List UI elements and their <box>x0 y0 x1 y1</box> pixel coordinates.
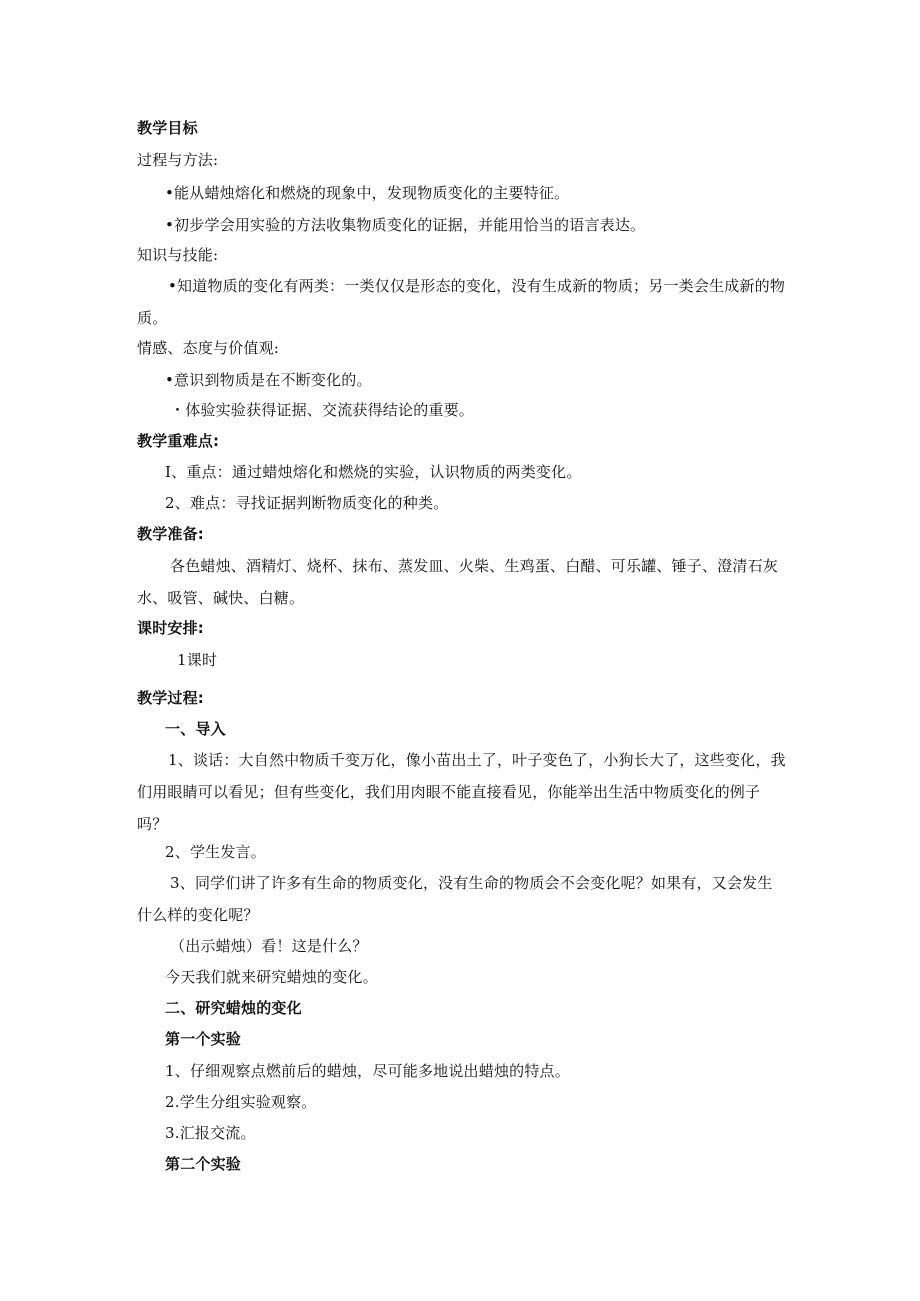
experiment-1-step-3: 3.汇报交流。 <box>165 1124 256 1142</box>
preparation-heading: 教学准备: <box>137 525 204 543</box>
experiment-2-title: 第二个实验 <box>165 1155 242 1173</box>
section-1-item-1: 1、谈话：大自然中物质千变万化，像小苗出土了，叶子变色了，小狗长大了，这些变化，我们用眼睛可以看见；但有些变化，我们用肉眼不能直接看见，你能举出生活中物质变化的例子吗？ <box>137 751 786 833</box>
preparation-text: 各色蜡烛、酒精灯、烧杯、抹布、蒸发皿、火柴、生鸡蛋、白醋、可乐罐、锤子、澄清石灰水、吸管、碱快、白糖。 <box>137 557 779 607</box>
schedule-text: 1课时 <box>177 651 218 669</box>
section-2-title: 二、研究蜡烛的变化 <box>165 999 302 1017</box>
today-text: 今天我们就来研究蜡烛的变化。 <box>165 968 378 986</box>
experiment-1-title: 第一个实验 <box>165 1030 242 1048</box>
process-item-1: •能从蜡烛熔化和燃烧的现象中，发现物质变化的主要特征。 <box>165 184 570 202</box>
key-point-1: I、重点：通过蜡烛熔化和燃烧的实验，认识物质的两类变化。 <box>165 463 582 481</box>
attitude-item-1: •意识到物质是在不断变化的。 <box>165 371 372 389</box>
objectives-heading: 教学目标 <box>137 119 198 137</box>
section-1-title: 一、导入 <box>165 720 226 738</box>
experiment-1-step-2: 2.学生分组实验观察。 <box>165 1093 317 1111</box>
section-1-item-2: 2、学生发言。 <box>165 843 266 861</box>
key-points-heading: 教学重难点: <box>137 432 220 450</box>
process-item-2: •初步学会用实验的方法收集物质变化的证据，并能用恰当的语言表达。 <box>165 216 646 234</box>
process-heading: 教学过程: <box>137 689 204 707</box>
knowledge-item: •知道物质的变化有两类：一类仅仅是形态的变化，没有生成新的物质；另一类会生成新的物质。 <box>137 277 786 327</box>
experiment-1-step-1: 1、仔细观察点燃前后的蜡烛，尽可能多地说出蜡烛的特点。 <box>165 1062 570 1080</box>
schedule-heading: 课时安排: <box>137 619 204 637</box>
attitude-item-2: ・体验实验获得证据、交流获得结论的重要。 <box>170 401 475 419</box>
process-method-label: 过程与方法: <box>137 151 219 169</box>
key-point-2: 2、难点：寻找证据判断物质变化的种类。 <box>165 494 449 512</box>
knowledge-label: 知识与技能: <box>137 246 219 264</box>
attitude-label: 情感、态度与价值观: <box>137 339 280 357</box>
show-candle-text: （出示蜡烛）看！这是什么？ <box>170 937 368 955</box>
section-1-item-3: 3、同学们讲了许多有生命的物质变化，没有生命的物质会不会变化呢？如果有，又会发生什么样的变化呢？ <box>137 874 773 924</box>
